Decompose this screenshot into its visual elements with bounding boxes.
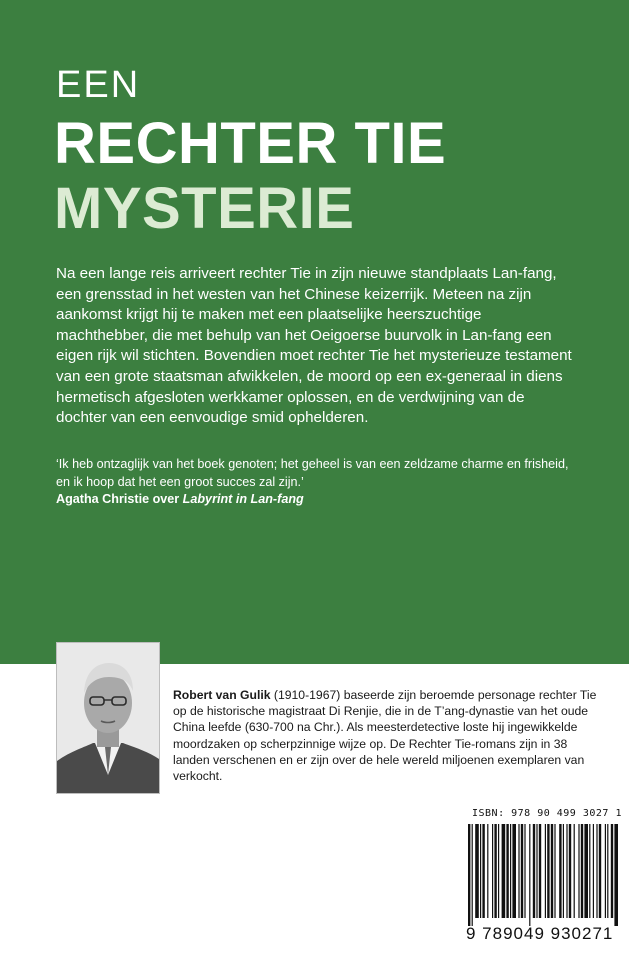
barcode-bar (584, 824, 588, 918)
barcode-bar (480, 824, 481, 918)
barcode-bar (547, 824, 549, 918)
author-name: Robert van Gulik (173, 688, 271, 702)
barcode-bar (566, 824, 567, 918)
barcode-bar (502, 824, 506, 918)
barcode-bar (574, 824, 575, 918)
barcode-bar (510, 824, 511, 918)
barcode-bar (607, 824, 608, 918)
barcode-bar (512, 824, 516, 918)
isbn-digits: 9 789049 930271 (466, 924, 614, 943)
barcode-bar (559, 824, 561, 918)
barcode-bar (472, 824, 473, 926)
barcode-bar (589, 824, 590, 918)
barcode-bar (599, 824, 601, 918)
barcode-bar (611, 824, 613, 918)
barcode-bar (506, 824, 508, 918)
quote-author: Agatha Christie over (56, 492, 183, 506)
barcode-bar (498, 824, 499, 918)
series-prefix: EEN (56, 64, 141, 106)
quote-text: ‘Ik heb ontzaglijk van het boek genoten; het geheel is van een zeldzame charme en frisheid, en ik hoop dat het een groot succes zal zijn.’ (56, 457, 569, 489)
barcode-bar (533, 824, 535, 918)
isbn-barcode (466, 808, 626, 956)
title-line-1: RECHTER TIE (54, 111, 447, 176)
barcode-bar (578, 824, 579, 918)
barcode-bar (482, 824, 484, 918)
author-bio (173, 687, 603, 784)
author-photo (56, 642, 160, 794)
barcode-bar (529, 824, 530, 926)
barcode-bar (475, 824, 479, 918)
quote-book-title: Labyrint in Lan-fang (182, 492, 304, 506)
barcode-bar (487, 824, 488, 918)
author-bio-text: (1910-1967) baseerde zijn beroemde personage rechter Tie op de historische magistraat Di Renjie, die in de T’ang-dynastie van het oude China leefde (630-700 na Chr.). Als meesterdetective loste hij ingewikkelde moordzaken op scherpzinnige wijze op. De Rechter Tie-romans zijn in 38 landen verschenen en er zijn over de hele wereld miljoenen exemplaren van verkocht. (173, 688, 597, 784)
isbn-label: ISBN: 978 90 499 3027 1 (472, 808, 622, 819)
barcode-bar (569, 824, 571, 918)
barcode-bars (466, 824, 622, 926)
barcode-bar (521, 824, 523, 918)
author-portrait-image (57, 643, 159, 793)
barcode-bar (536, 824, 537, 918)
barcode-bar (494, 824, 496, 918)
barcode-bar (539, 824, 541, 918)
barcode-bar (524, 824, 525, 918)
title-line-2: MYSTERIE (54, 176, 355, 241)
barcode-bar (605, 824, 606, 918)
quote-attribution (56, 491, 576, 509)
barcode-bar (596, 824, 597, 918)
review-quote (56, 456, 576, 509)
barcode-bar (554, 824, 555, 918)
barcode-bar (518, 824, 519, 918)
barcode-bar (563, 824, 564, 918)
barcode-bar (545, 824, 546, 918)
barcode-bar (614, 824, 618, 926)
barcode-bar (492, 824, 493, 918)
barcode-bar (551, 824, 553, 918)
barcode-bar (468, 824, 470, 926)
barcode-bar (593, 824, 594, 918)
barcode-bar (581, 824, 583, 918)
book-blurb: Na een lange reis arriveert rechter Tie in zijn nieuwe standplaats Lan-fang, een grensstad in het westen van het Chinese keizerrijk. Meteen na zijn aankomst krijgt hij te maken met een plaatselijke heerszuchtige machthebber, die met behulp van het Oeigoerse buurvolk in Lan-fang een eigen rijk wil stichten. Bovendien moet rechter Tie het mysterieuze testament van een grote staatsman afwikkelen, de moord op een ex-generaal in diens hermetisch afgesloten werkkamer oplossen, en de verdwijning van de dochter van een eenvoudige smid ophelderen. (56, 265, 572, 427)
